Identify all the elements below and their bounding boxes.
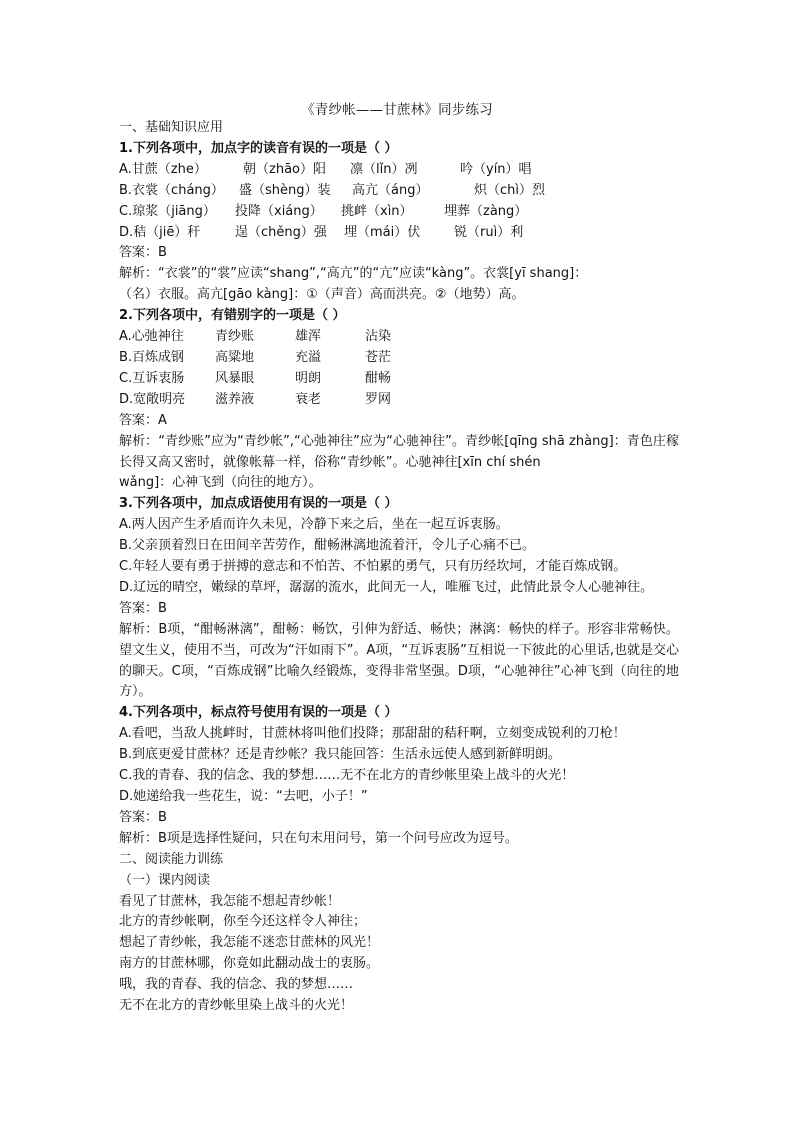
- analysis-paragraph: 解析：B项，“酣畅淋漓”，酣畅：畅饮，引伸为舒适、畅快；淋漓：畅快的样子。形容非常畅快。望文生义，使用不当，可改为“汗如雨下”。A项，“互诉衷肠”互相说一下彼此的心里话,也就是交心的聊天。C项，“百炼成钢”比喻久经锻炼，变得非常坚强。D项，“心驰神往”心神飞到（向往的地方）。: [119, 621, 679, 700]
- option-item: 朝（zhāo）阳: [243, 161, 326, 177]
- poem-line: 想起了青纱帐，我怎能不迷恋甘蔗林的风光！: [119, 935, 380, 951]
- analysis-line: 解析：“衣裳”的“裳”应读“shang”,“高亢”的“亢”应读“kàng”。衣裳[yī shang]：: [119, 266, 588, 282]
- option-item: 逞（chěng）强: [235, 224, 327, 240]
- answer: 答案：B: [119, 809, 167, 825]
- answer: 答案：B: [119, 245, 167, 261]
- question-3-option-a: A.两人因产生矛盾而许久未见，冷静下来之后，坐在一起互诉衷肠。: [119, 517, 509, 533]
- option-item: 青纱账: [215, 329, 255, 345]
- option-item: 高亢（áng）: [352, 182, 429, 198]
- option-item: A.甘蔗（zhe）: [119, 161, 207, 177]
- option-item: 酣畅: [365, 370, 392, 386]
- section-heading: 二、阅读能力训练: [119, 851, 224, 867]
- option-item: C.琼浆（jiāng）: [119, 203, 216, 219]
- analysis-paragraph: 解析：“青纱账”应为“青纱帐”,“心弛神往”应为“心驰神往”。青纱帐[qīng shā zhàng]：青色庄稼长得又高又密时，就像帐幕一样，俗称“青纱帐”。心驰神往[xīn chí shén: [119, 433, 679, 470]
- option-item: 衰老: [295, 391, 322, 407]
- question-2-option-b: [119, 348, 679, 369]
- document-body: [119, 118, 679, 1017]
- option-item: 滋养液: [215, 391, 255, 407]
- option-item: 高粱地: [215, 349, 255, 365]
- question-3-stem: 3.下列各项中，加点成语使用有误的一项是（ ）: [119, 496, 398, 512]
- option-item: 盛（shèng）装: [239, 182, 331, 198]
- option-item: 埋葬（zàng）: [444, 203, 528, 219]
- option-item: 雄浑: [295, 329, 322, 345]
- subsection-heading: （一）课内阅读: [119, 872, 211, 888]
- option-item: 苍茫: [365, 349, 392, 365]
- question-1-option-b: [119, 181, 679, 202]
- option-item: 投降（xiáng）: [235, 203, 323, 219]
- question-3-option-d: D.辽远的晴空，嫩绿的草坪，潺潺的流水，此间无一人，唯雁飞过，此情此景令人心驰神往。: [119, 579, 654, 595]
- option-item: 罗网: [365, 391, 392, 407]
- answer: 答案：A: [119, 412, 167, 428]
- analysis-line: wǎng]：心神飞到（向往的地方）。: [119, 475, 322, 491]
- analysis-line: 解析：B项是选择性疑问，只在句末用问号，第一个问号应改为逗号。: [119, 830, 518, 846]
- question-2-option-d: [119, 390, 679, 411]
- option-item: 吟（yín）唱: [460, 161, 532, 177]
- option-item: A.心弛神往: [119, 329, 184, 345]
- option-item: D.宽敞明亮: [119, 391, 186, 407]
- poem-line: 哦，我的青春、我的信念、我的梦想……: [119, 977, 354, 993]
- question-2-option-a: [119, 327, 679, 348]
- option-item: 凛（lǐn）冽: [350, 161, 418, 177]
- poem-line: 北方的青纱帐啊，你至今还这样令人神往；: [119, 914, 367, 930]
- option-item: 锐（ruì）利: [454, 224, 524, 240]
- page-title: 《青纱帐——甘蔗林》同步练习: [301, 102, 493, 118]
- option-item: B.百炼成钢: [119, 349, 185, 365]
- question-1-option-d: [119, 223, 679, 244]
- option-item: 充溢: [295, 349, 322, 365]
- poem-line: 南方的甘蔗林哪，你竟如此翻动战士的衷肠。: [119, 956, 380, 972]
- section-heading: 一、基础知识应用: [119, 120, 224, 135]
- question-4-option-d: D.她递给我一些花生，说：“去吧，小子！”: [119, 789, 368, 804]
- option-item: C.互诉衷肠: [119, 370, 185, 386]
- analysis-line: （名）衣服。高亢[gāo kàng]：①（声音）高而洪亮。②（地势）高。: [119, 287, 525, 303]
- question-4-option-b: B.到底更爱甘蔗林？还是青纱帐？我只能回答：生活永远使人感到新鲜明朗。: [119, 747, 562, 763]
- option-item: 明朗: [295, 370, 322, 386]
- question-1-option-c: [119, 202, 679, 223]
- question-4-option-a: A.看吧，当敌人挑衅时，甘蔗林将叫他们投降；那甜甜的秸秆啊，立刻变成锐利的刀枪！: [119, 726, 626, 742]
- question-2-stem: 2.下列各项中，有错别字的一项是（ ）: [119, 308, 346, 324]
- poem-line: 无不在北方的青纱帐里染上战斗的火光！: [119, 998, 354, 1014]
- option-item: D.秸（jiē）秆: [119, 224, 201, 240]
- answer: 答案：B: [119, 600, 167, 616]
- question-4-option-c: C.我的青春、我的信念、我的梦想……无不在北方的青纱帐里染上战斗的火光！: [119, 768, 575, 784]
- question-3-option-c: C.年轻人要有勇于拼搏的意志和不怕苦、不怕累的勇气，只有历经坎坷，才能百炼成钢。: [119, 559, 627, 575]
- option-item: 埋（mái）伏: [344, 224, 421, 240]
- option-item: 沾染: [365, 329, 392, 345]
- option-item: B.衣裳（cháng）: [119, 182, 224, 198]
- poem-line: 看见了甘蔗林，我怎能不想起青纱帐！: [119, 893, 341, 909]
- option-item: 风暴眼: [215, 370, 255, 386]
- question-3-option-b: B.父亲顶着烈日在田间辛苦劳作，酣畅淋漓地流着汗，令儿子心痛不已。: [119, 538, 536, 554]
- question-4-stem: 4.下列各项中，标点符号使用有误的一项是（ ）: [119, 705, 398, 721]
- question-1-option-a: [119, 160, 679, 181]
- question-1-stem: 1.下列各项中，加点字的读音有误的一项是（ ）: [119, 140, 398, 156]
- option-item: 炽（chì）烈: [474, 182, 545, 198]
- question-2-option-c: [119, 369, 679, 390]
- option-item: 挑衅（xìn）: [341, 203, 413, 219]
